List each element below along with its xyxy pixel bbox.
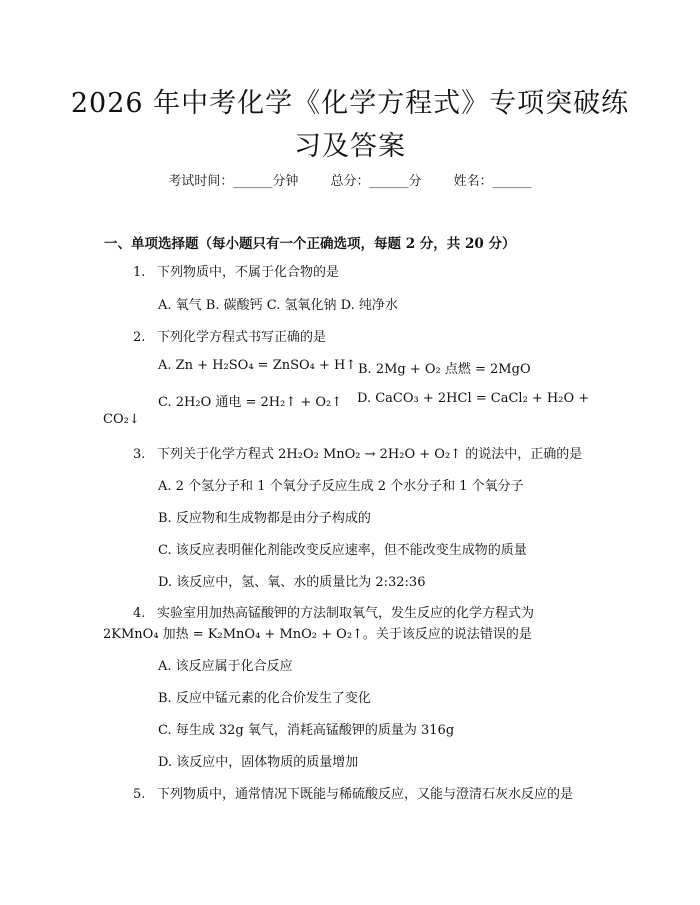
question-number: 5. [133, 787, 146, 802]
question-4-option-c: C. 每生成 32g 氧气，消耗高锰酸钾的质量为 316g [158, 723, 455, 738]
question-5 [133, 783, 573, 802]
question-stem: 下列物质中，通常情况下既能与稀硫酸反应，又能与澄清石灰水反应的是 [157, 787, 574, 802]
question-2-option-a: A. Zn + H₂SO₄ = ZnSO₄ + H↑ [158, 358, 357, 373]
question-2 [133, 326, 326, 345]
document-title-line-1: 2026 年中考化学《化学方程式》专项突破练 [70, 88, 630, 119]
question-4-stem-continued: 2KMnO₄ 加热 = K₂MnO₄ + MnO₂ + O₂↑。关于该反应的说法错误的是 [103, 627, 532, 642]
student-name-field: 姓名：______ [453, 174, 532, 189]
question-stem: 下列物质中，不属于化合物的是 [157, 265, 340, 280]
question-number: 1. [133, 265, 146, 280]
total-score-field: 总分：______分 [330, 174, 422, 189]
question-2-option-d: D. CaCO₃ + 2HCl = CaCl₂ + H₂O + [357, 391, 590, 406]
document-title-line-2: 习及答案 [294, 131, 406, 162]
exam-time-field: 考试时间：______分钟 [168, 174, 299, 189]
question-4 [133, 602, 534, 621]
question-2-option-b: B. 2Mg + O₂ 点燃 = 2MgO [358, 362, 531, 377]
question-1-options: A. 氧气 B. 碳酸钙 C. 氢氧化钠 D. 纯净水 [158, 298, 398, 313]
question-number: 2. [133, 330, 146, 345]
question-stem: 下列化学方程式书写正确的是 [157, 330, 327, 345]
question-2-option-d-continued: CO₂↓ [103, 412, 140, 427]
question-3-option-d: D. 该反应中，氢、氧、水的质量比为 2:32:36 [158, 575, 426, 590]
question-number: 3. [133, 447, 146, 462]
question-4-option-d: D. 该反应中，固体物质的质量增加 [158, 755, 359, 770]
question-number: 4. [133, 606, 146, 621]
question-3 [133, 443, 582, 462]
question-4-option-b: B. 反应中锰元素的化合价发生了变化 [158, 691, 371, 706]
question-3-option-c: C. 该反应表明催化剂能改变反应速率，但不能改变生成物的质量 [158, 543, 527, 558]
question-stem: 下列关于化学方程式 2H₂O₂ MnO₂ → 2H₂O + O₂↑ 的说法中，正确的是 [157, 447, 583, 462]
section-heading: 一、单项选择题（每小题只有一个正确选项，每题 2 分，共 20 分） [104, 236, 516, 252]
question-stem: 实验室用加热高锰酸钾的方法制取氧气，发生反应的化学方程式为 [157, 606, 535, 621]
question-3-option-a: A. 2 个氢分子和 1 个氧分子反应生成 2 个水分子和 1 个氧分子 [158, 479, 524, 494]
question-3-option-b: B. 反应物和生成物都是由分子构成的 [158, 511, 371, 526]
question-4-option-a: A. 该反应属于化合反应 [158, 659, 293, 674]
question-1 [133, 261, 339, 280]
question-2-option-c: C. 2H₂O 通电 = 2H₂↑ + O₂↑ [158, 395, 343, 410]
exam-meta [0, 170, 700, 189]
